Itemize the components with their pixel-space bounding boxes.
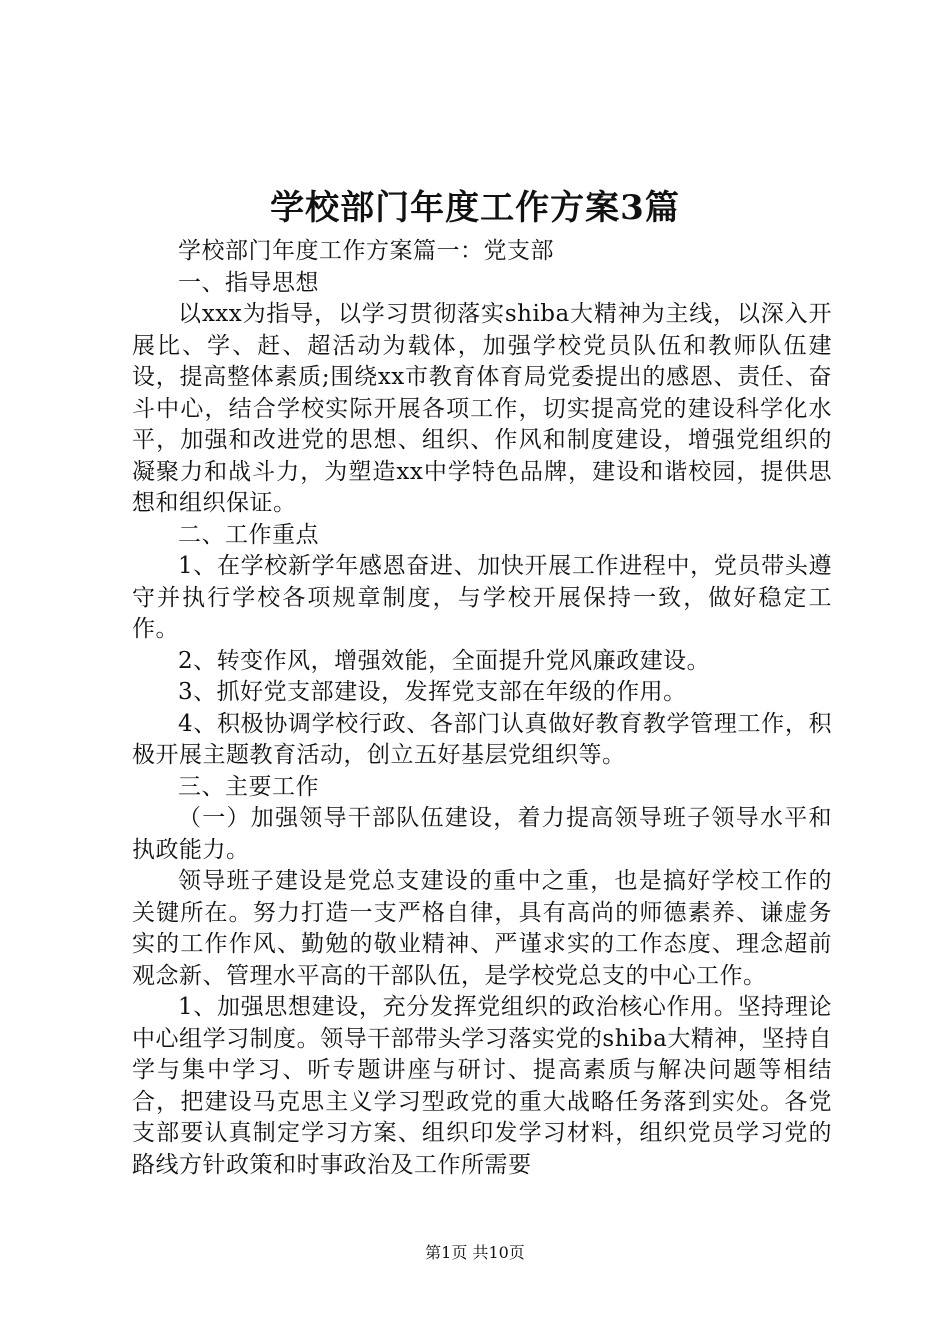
heading-guiding-ideology: 一、指导思想 [178, 269, 319, 296]
document-body [132, 236, 832, 1181]
document-title: 学校部门年度工作方案3篇 [270, 188, 680, 228]
paragraph: 2、转变作风，增强效能，全面提升党风廉政建设。 [178, 647, 711, 674]
paragraph: 3、抓好党支部建设，发挥党支部在年级的作用。 [178, 679, 687, 705]
paragraph: 以xxx为指导，以学习贯彻落实shiba大精神为主线，以深入开展比、学、赶、超活动为载体，加强学校党员队伍和教师队伍建设，提高整体素质;围绕xx市教育体育局党委提出的感恩、责任、奋斗中心，结合学校实际开展各项工作，切实提高党的建设科学化水平，加强和改进党的思想、组织、作风和制度建设，增强党组织的凝聚力和战斗力，为塑造xx中学特色品牌，建设和谐校园，提供思想和组织保证。 [132, 301, 832, 516]
paragraph: （一）加强领导干部队伍建设，着力提高领导班子领导水平和执政能力。 [132, 805, 832, 863]
heading-main-work: 三、主要工作 [178, 773, 319, 800]
paragraph: 领导班子建设是党总支建设的重中之重，也是搞好学校工作的关键所在。努力打造一支严格自律，具有高尚的师德素养、谦虚务实的工作作风、勤勉的敬业精神、严谨求实的工作态度、理念超前观念新、管理水平高的干部队伍，是学校党总支的中心工作。 [132, 868, 832, 989]
page-number-footer: 第1页 共10页 [425, 1243, 525, 1262]
paragraph: 1、加强思想建设，充分发挥党组织的政治核心作用。坚持理论中心组学习制度。领导干部带头学习落实党的shiba大精神，坚持自学与集中学习、听专题讲座与研讨、提高素质与解决问题等相结合，把建设马克思主义学习型政党的重大战略任务落到实处。各党支部要认真制定学习方案、组织印发学习材料，组织党员学习党的路线方针政策和时事政治及工作所需要 [132, 994, 832, 1178]
paragraph: 1、在学校新学年感恩奋进、加快开展工作进程中，党员带头遵守并执行学校各项规章制度，与学校开展保持一致，做好稳定工作。 [132, 553, 832, 642]
section-subtitle: 学校部门年度工作方案篇一：党支部 [178, 238, 554, 264]
paragraph: 4、积极协调学校行政、各部门认真做好教育教学管理工作，积极开展主题教育活动，创立五好基层党组织等。 [132, 710, 832, 768]
heading-work-focus: 二、工作重点 [178, 521, 319, 548]
